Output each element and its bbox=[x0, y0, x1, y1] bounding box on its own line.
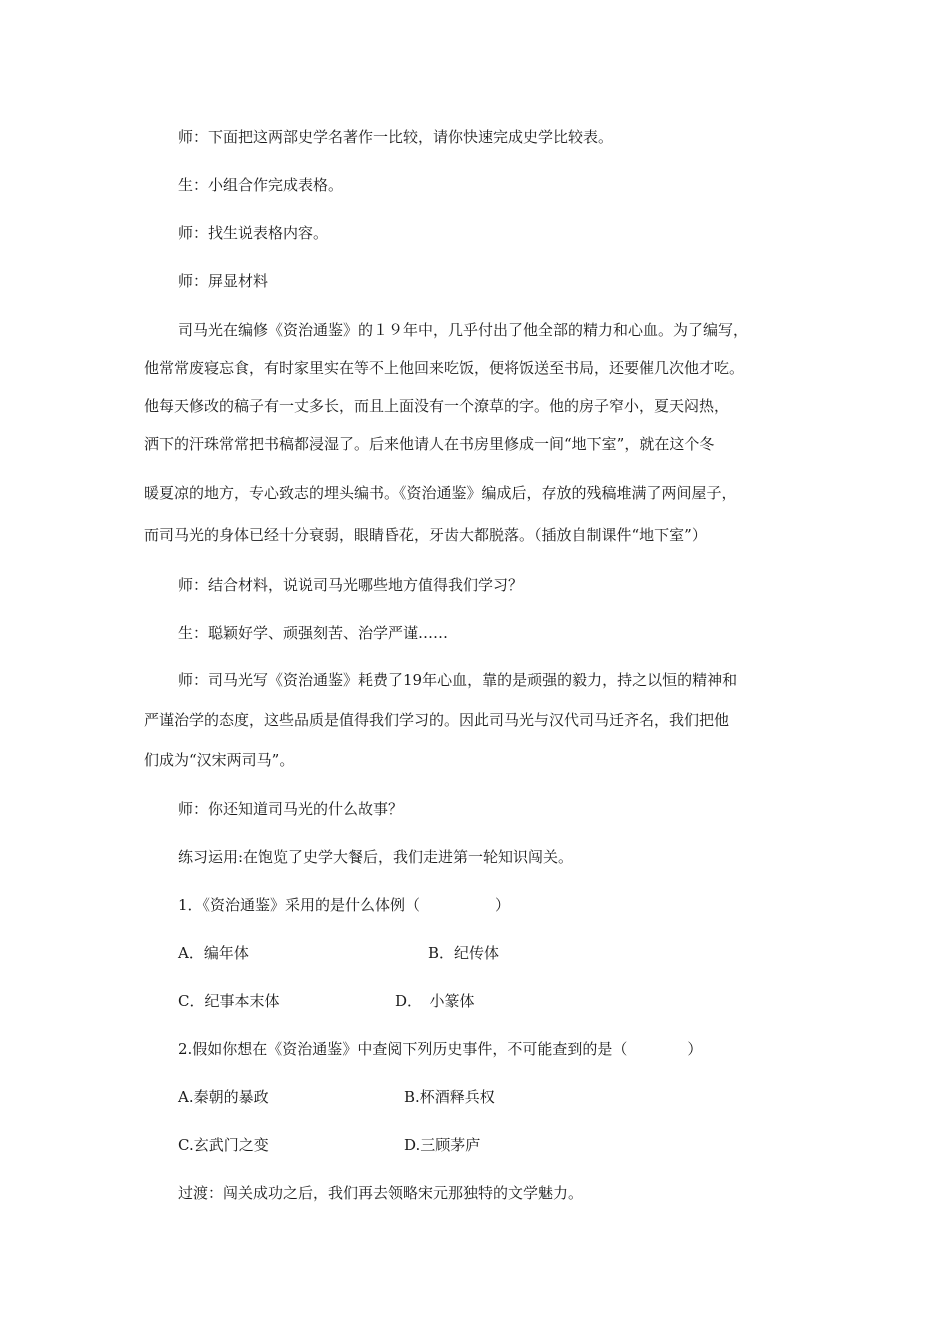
material-line: 他每天修改的稿子有一丈多长，而且上面没有一个潦草的字。他的房子窄小，夏天闷热， bbox=[144, 397, 730, 415]
paragraph-student-answer: 生：聪颖好学、顽强刻苦、治学严谨…… bbox=[178, 624, 449, 642]
question-1-stem: 1．《资治通鉴》采用的是什么体例（ ） bbox=[178, 896, 511, 914]
paragraph-teacher-story: 师：你还知道司马光的什么故事？ bbox=[178, 800, 404, 818]
question-1-option-d: D． 小篆体 bbox=[395, 992, 475, 1010]
paragraph-teacher-screen: 师：屏显材料 bbox=[178, 272, 269, 290]
question-1-option-a: A．编年体 bbox=[178, 944, 249, 962]
material-line: 司马光在编修《资治通鉴》的１９年中，几乎付出了他全部的精力和心血。为了编写， bbox=[178, 321, 749, 339]
paragraph-teacher-table: 师：找生说表格内容。 bbox=[178, 224, 329, 242]
question-1-option-c: C．纪事本末体 bbox=[178, 992, 280, 1010]
paragraph-transition: 过渡：闯关成功之后，我们再去领略宋元那独特的文学魅力。 bbox=[178, 1184, 584, 1202]
summary-line: 们成为“汉宋两司马”。 bbox=[144, 751, 295, 769]
question-2-option-c: C.玄武门之变 bbox=[178, 1136, 269, 1154]
question-2-option-d: D.三顾茅庐 bbox=[404, 1136, 481, 1154]
question-2-option-b: B.杯酒释兵权 bbox=[404, 1088, 495, 1106]
material-line: 洒下的汗珠常常把书稿都浸湿了。后来他请人在书房里修成一间“地下室”，就在这个冬 bbox=[144, 435, 715, 453]
summary-line: 严谨治学的态度，这些品质是值得我们学习的。因此司马光与汉代司马迁齐名，我们把他 bbox=[144, 711, 730, 729]
paragraph-teacher-compare: 师：下面把这两部史学名著作一比较，请你快速完成史学比较表。 bbox=[178, 128, 614, 146]
question-2-option-a: A.秦朝的暴政 bbox=[178, 1088, 269, 1106]
paragraph-student-group: 生：小组合作完成表格。 bbox=[178, 176, 344, 194]
material-line: 暖夏凉的地方，专心致志的埋头编书。《资治通鉴》编成后，存放的残稿堆满了两间屋子， bbox=[144, 484, 737, 502]
paragraph-exercise-intro: 练习运用:在饱览了史学大餐后，我们走进第一轮知识闯关。 bbox=[178, 848, 574, 866]
material-line: 而司马光的身体已经十分衰弱，眼睛昏花，牙齿大都脱落。（插放自制课件“地下室”） bbox=[144, 526, 707, 544]
summary-line: 师：司马光写《资治通鉴》耗费了19年心血，靠的是顽强的毅力，持之以恒的精神和 bbox=[178, 671, 738, 689]
question-1-option-b: B．纪传体 bbox=[428, 944, 500, 962]
paragraph-teacher-question: 师：结合材料，说说司马光哪些地方值得我们学习？ bbox=[178, 576, 524, 594]
question-2-stem: 2.假如你想在《资治通鉴》中查阅下列历史事件，不可能查到的是（ ） bbox=[178, 1040, 703, 1058]
material-line: 他常常废寝忘食，有时家里实在等不上他回来吃饭，便将饭送至书局，还要催几次他才吃。 bbox=[144, 359, 745, 377]
